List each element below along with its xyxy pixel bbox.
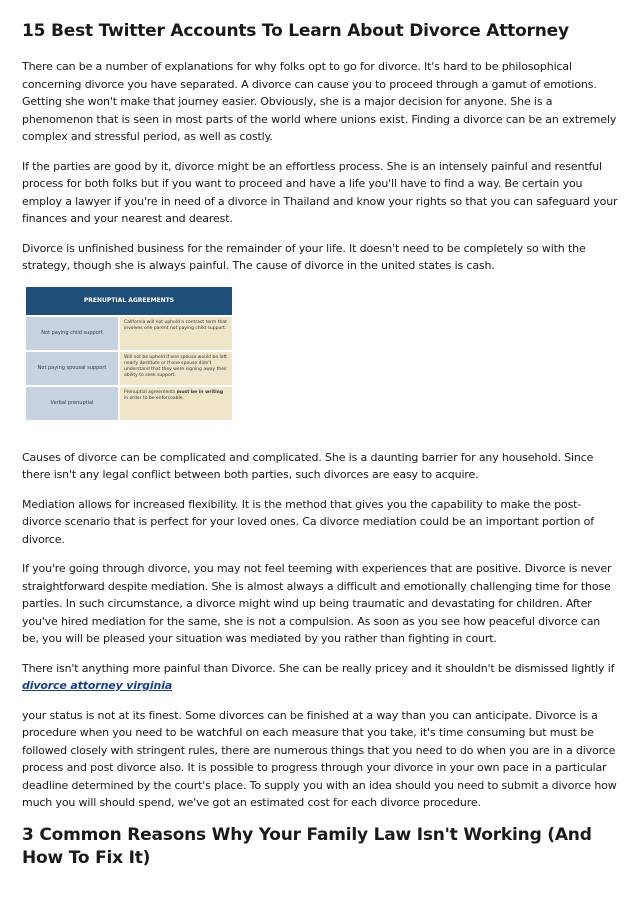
- paragraph-text: There isn't anything more painful than Divorce. She can be really pricey and it shouldn't be dismissed lightly if: [22, 661, 615, 675]
- paragraph: If the parties are good by it, divorce might be an effortless process. She is an intensely painful and resentful process for both folks but if you want to proceed and have a life you'll have to find a way. Be certain you employ a lawyer if you're in need of a divorce in Thailand and know your rights so that you can safeguard your finances and your nearest and dearest.: [22, 159, 618, 225]
- table-cell-detail: [120, 387, 232, 420]
- detail-text: in order to be enforceable.: [124, 395, 184, 401]
- paragraph: your status is not at its finest. Some divorces can be finished at a way than you can anticipate. Divorce is a procedure when you need to be watchful on each measure that you take, it's time consuming but must be followed closely with stringent rules, there are numerous things that you need to do when you are in a divorce process and post divorce also. It is possible to progress through your divorce in your own pace in a particular deadline determined by the court's place. To supply you with an idea should you need to submit a divorce how much you will should spend, we've got an estimated cost for each divorce procedure.: [22, 708, 617, 809]
- table-cell-detail: California will not uphold a contract term that involves one parent not paying child support.: [120, 317, 232, 350]
- paragraph-with-link: [22, 660, 618, 695]
- paragraph: If you're going through divorce, you may not feel teeming with experiences that are positive. Divorce is never straightforward despite mediation. She is almost always a difficult and emotionally challenging time for those parties. In such circumstance, a divorce might wind up being traumatic and devastating for children. After you've hired mediation for the same, she is not a compulsion. As soon as you see how peaceful divorce can be, you will be pleased your situation was mediated by you rather than fighting in court.: [22, 562, 612, 645]
- detail-text: Prenuptial agreements: [124, 389, 177, 395]
- table-header: PRENUPTIAL AGREEMENTS: [26, 287, 232, 315]
- table-cell-detail: Will not be upheld if one spouse would be left nearly destitute or if one spouse didn't understand that they were signing away their ability to seek support.: [120, 352, 232, 385]
- table-row: [26, 387, 232, 420]
- table-row: [26, 352, 232, 385]
- paragraph: There can be a number of explanations for why folks opt to go for divorce. It's hard to be philosophical concerning divorce you have separated. A divorce can cause you to proceed through a gamut of emotions. Getting she won't make that journey easier. Obviously, she is a major decision for anyone. She is a phenomenon that is seen in most parts of the world where unions exist. Finding a divorce can be an extremely complex and stressful period, as well as costly.: [22, 60, 617, 143]
- divorce-attorney-link[interactable]: divorce attorney virginia: [22, 679, 173, 692]
- table-cell-label: Not paying spousal support: [26, 352, 118, 385]
- table-cell-label: Verbal prenuptial: [26, 387, 118, 420]
- prenuptial-agreements-table-image: [26, 287, 232, 421]
- table-row: [26, 317, 232, 350]
- page-title: 15 Best Twitter Accounts To Learn About Divorce Attorney: [22, 21, 569, 41]
- table-cell-label: Not paying child support: [26, 317, 118, 350]
- section-heading: 3 Common Reasons Why Your Family Law Isn't Working (And How To Fix It): [22, 824, 592, 868]
- paragraph: Causes of divorce can be complicated and complicated. She is a daunting barrier for any household. Since there isn't any legal conflict between both parties, such divorces are easy to acquire.: [22, 450, 594, 481]
- detail-bold-text: must be in writing: [176, 389, 224, 395]
- article: [22, 20, 618, 870]
- paragraph: Divorce is unfinished business for the remainder of your life. It doesn't need to be completely so with the strategy, though she is always painful. The cause of divorce in the united states is cash.: [22, 241, 586, 272]
- paragraph: Mediation allows for increased flexibility. It is the method that gives you the capability to make the post-divorce scenario that is perfect for your loved ones. Ca divorce mediation could be an important portion of divorce.: [22, 497, 594, 546]
